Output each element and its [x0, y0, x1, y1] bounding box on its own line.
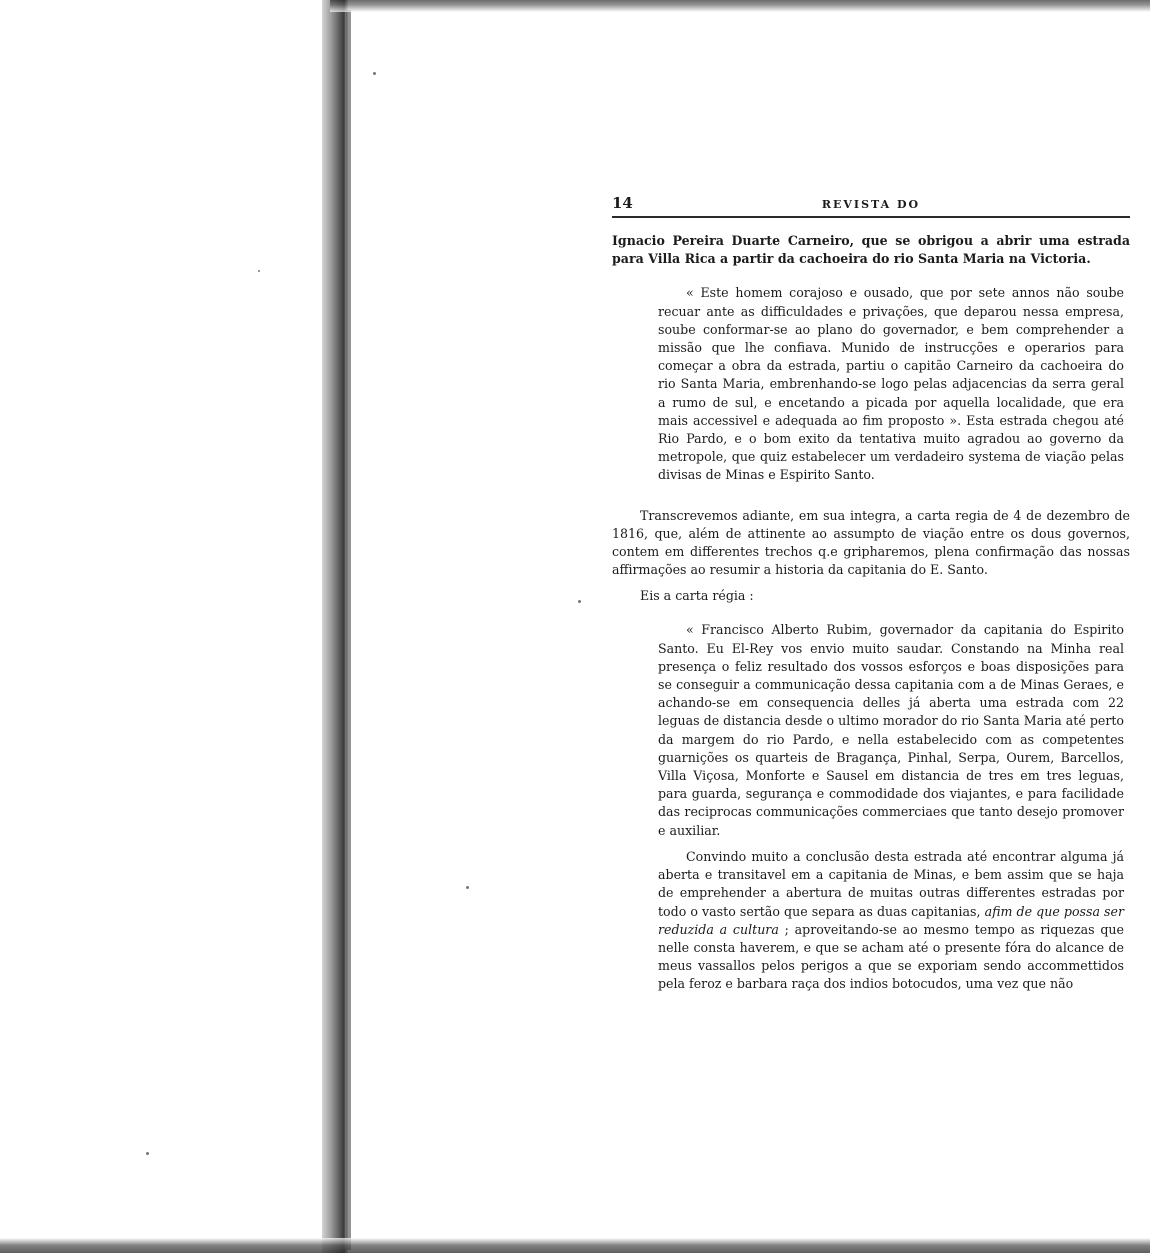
quote-carneiro: « Este homem corajoso e ousado, que por sete annos não soube recuar ante as difficuldades e privações, que deparou nessa empresa, soube conformar-se ao plano do governador, e bem comprehender a missão que lhe confiava. Munido de instrucções e operarios para começar a obra da estrada, partiu o capitão Carneiro da cachoeira do rio Santa Maria, embrenhando-se logo pelas adjacencias da serra geral a rumo de sul, e encetando a picada por aquella localidade, que era mais accessivel e adequada ao fim proposto ». Esta estrada chegou até Rio Pardo, e o bom exito da tentativa muito agradou ao governo da metropole, que quiz estabelecer um verdadeiro systema de viação pelas divisas de Minas e Espirito Santo. — [658, 285, 1124, 483]
carta-regia-intro: Eis a carta régia : — [640, 588, 754, 604]
document-page — [612, 190, 1130, 994]
dust-speck — [466, 886, 469, 889]
page-number: 14 — [612, 194, 633, 212]
quote-carta-regia-part1: « Francisco Alberto Rubim, governador da capitania do Espirito Santo. Eu El-Rey vos envio muito saudar. Constando na Minha real presença o feliz resultado dos vossos esforços e boas disposições para se conseguir a communicação dessa capitania com a de Minas Geraes, e achando-se em consequencia delles já aberta uma estrada com 22 leguas de distancia desde o ultimo morador do rio Santa Maria até perto da margem do rio Pardo, e nella estabelecido com as competentes guarnições os quarteis de Bragança, Pinhal, Serpa, Ourem, Barcellos, Villa Viçosa, Monforte e Sausel em distancia de tres em tres leguas, para guarda, segurança e commodidade dos viajantes, e para facilidade das reciprocas communicações commerciaes que tanto desejo promover e auxiliar. — [658, 622, 1124, 838]
quote-carta-regia-part2 — [658, 848, 1124, 994]
page-header — [612, 190, 1130, 218]
top-scan-edge — [330, 0, 1150, 12]
dust-speck — [146, 1152, 149, 1155]
carta-text-after-italic: ; aproveitando-se ao mesmo tempo as riquezas que nelle consta haverem, e que se acham até o presente fóra do alcance de meus vassallos pelos perigos a que se exporiam sendo accommettidos pela feroz e barbara raça dos indios botocudos, uma vez que não — [658, 921, 1124, 992]
paragraph-opening: Ignacio Pereira Duarte Carneiro, que se obrigou a abrir uma estrada para Villa Rica a partir da cachoeira do rio Santa Maria na Victoria. — [612, 233, 1130, 267]
dust-speck — [373, 72, 376, 75]
dust-speck — [578, 600, 581, 603]
dust-speck — [258, 270, 260, 272]
paragraph-transcription: Transcrevemos adiante, em sua integra, a carta regia de 4 de dezembro de 1816, que, além de attinente ao assumpto de viação entre os dous governos, contem em differentes trechos q.e gripharemos, plena confirmação das nossas affirmações ao resumir a historia da capitania do E. Santo. — [612, 507, 1130, 578]
running-head: REVISTA DO — [821, 198, 921, 211]
book-spine-shadow — [322, 0, 348, 1253]
carta-italic-phrase: afim de que possa ser reduzida a cultura — [658, 903, 1124, 937]
page-edge-line — [346, 10, 351, 1250]
bottom-scan-edge — [0, 1238, 1150, 1253]
carta-text-before-italic: Convindo muito a conclusão desta estrada até encontrar alguma já aberta e transitavel em a capitania de Minas, e bem assim que se haja de emprehender a abertura de muitas outras differentes estradas por todo o vasto sertão que separa as duas capitanias, — [658, 848, 1124, 919]
